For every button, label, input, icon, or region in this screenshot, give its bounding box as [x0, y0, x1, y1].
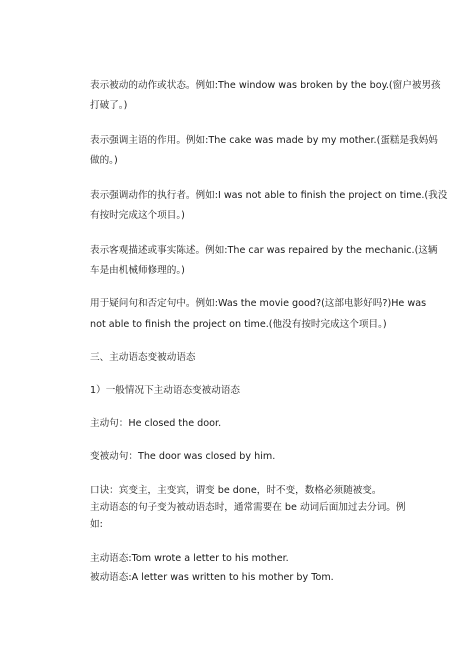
- paragraph-2-line-2: 做的。): [90, 155, 118, 166]
- active-sentence-example: 主动句：He closed the door.: [90, 418, 222, 429]
- final-active-example: 主动语态:Tom wrote a letter to his mother.: [90, 553, 289, 564]
- rule-line-1: 主动语态的句子变为被动语态时，通常需要在 be 动词后面加过去分词。例: [90, 502, 406, 513]
- section-heading: 三、主动语态变被动语态: [90, 352, 196, 363]
- subsection-heading: 1）一般情况下主动语态变被动语态: [90, 385, 241, 396]
- rhyme-line: 口诀：宾变主，主变宾，谓变 be done，时不变，数格必须随被变。: [90, 485, 382, 496]
- paragraph-1-line-2: 打破了。): [90, 100, 128, 111]
- rule-line-2: 如:: [90, 519, 103, 530]
- paragraph-5-line-2: not able to finish the project on time.(他没有按时完成这个项目。): [90, 319, 387, 330]
- paragraph-3-line-1: 表示强调动作的执行者。例如:I was not able to finish the project on time.(我没: [90, 190, 448, 201]
- paragraph-2-line-1: 表示强调主语的作用。例如:The cake was made by my mother.(蛋糕是我妈妈: [90, 135, 438, 146]
- paragraph-4-line-1: 表示客观描述或事实陈述。例如:The car was repaired by the mechanic.(这辆: [90, 245, 438, 256]
- paragraph-1-line-1: 表示被动的动作或状态。例如:The window was broken by the boy.(窗户被男孩: [90, 80, 441, 91]
- final-passive-example: 被动语态:A letter was written to his mother by Tom.: [90, 572, 334, 583]
- paragraph-4-line-2: 车是由机械师修理的。): [90, 265, 185, 276]
- paragraph-5-line-1: 用于疑问句和否定句中。例如:Was the movie good?(这部电影好吗?)He was: [90, 298, 427, 309]
- paragraph-3-line-2: 有按时完成这个项目。): [90, 210, 185, 221]
- passive-sentence-example: 变被动句：The door was closed by him.: [90, 451, 276, 462]
